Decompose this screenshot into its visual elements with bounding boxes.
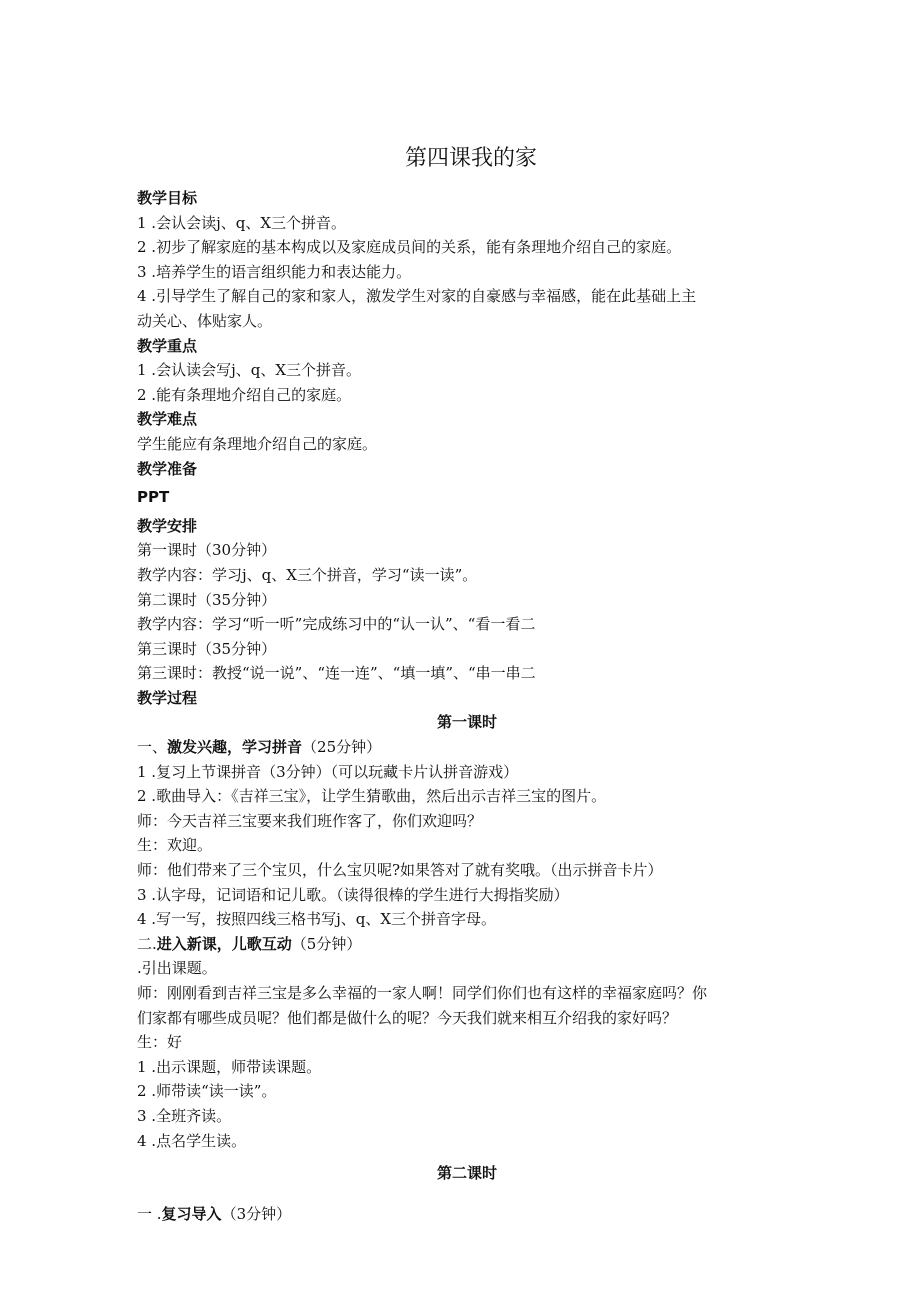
section3-suffix: （3分钟）: [221, 1204, 292, 1223]
section2-item: 生：好: [137, 1033, 183, 1052]
section2-item: 2 .师带读“读一读”。: [137, 1082, 277, 1101]
difficulties-heading: 教学难点: [137, 410, 198, 429]
section2-item: 4 .点名学生读。: [137, 1131, 247, 1150]
section3-heading: [137, 1202, 797, 1227]
arrangement-item: 第三课时：教授“说一说”、“连一连”、“填一填”、“串一串二: [137, 664, 536, 683]
arrangement-item: 教学内容：学习j、q、X三个拼音，学习“读一读”。: [137, 565, 478, 584]
difficulties-text: 学生能应有条理地介绍自己的家庭。: [137, 434, 378, 453]
objective-item: 4 .引导学生了解自己的家和家人，激发学生对家的自豪感与幸福感，能在此基础上主: [137, 287, 697, 306]
section2-item: .引出课题。: [137, 959, 217, 978]
arrangement-heading: 教学安排: [137, 516, 198, 535]
section1-item: 1 .复习上节课拼音（3分钟）（可以玩藏卡片认拼音游戏）: [137, 762, 519, 781]
section2-bold: 进入新课，儿歌互动: [156, 934, 292, 953]
section2-item: 3 .全班齐读。: [137, 1106, 232, 1125]
section1-item: 生：欢迎。: [137, 836, 213, 855]
section2-item: 们家都有哪些成员呢？他们都是做什么的呢？今天我们就来相互介绍我的家好吗？: [137, 1008, 678, 1027]
section1-item: 2 .歌曲导入：《吉祥三宝》，让学生猜歌曲，然后出示吉祥三宝的图片。: [137, 787, 607, 806]
section2-heading: [137, 932, 797, 957]
arrangement-item: 第二课时（35分钟）: [137, 590, 277, 609]
arrangement-item: 教学内容：学习“听一听”完成练习中的“认一认”、“看一看二: [137, 615, 536, 634]
key-point-item: 2 .能有条理地介绍自己的家庭。: [137, 385, 352, 404]
arrangement-item: 第三课时（35分钟）: [137, 639, 277, 658]
page-title: 第四课我的家: [404, 146, 537, 171]
objective-item: 3 .培养学生的语言组织能力和表达能力。: [137, 262, 412, 281]
section3-prefix: 一 .: [137, 1204, 162, 1223]
section2-suffix: （5分钟）: [291, 934, 362, 953]
preparation-heading: 教学准备: [137, 459, 198, 478]
section1-item: 4 .写一写，按照四线三格书写j、q、X三个拼音字母。: [137, 910, 497, 929]
section1-prefix: 一、: [137, 738, 168, 757]
lesson2-title: 第二课时: [436, 1164, 497, 1183]
key-point-item: 1 .会认读会写j、q、X三个拼音。: [137, 361, 362, 380]
preparation-text: PPT: [137, 488, 170, 507]
section3-bold: 复习导入: [161, 1204, 222, 1223]
key-points-heading: 教学重点: [137, 336, 198, 355]
process-heading: 教学过程: [137, 688, 198, 707]
section2-item: 师：刚刚看到吉祥三宝是多么幸福的一家人啊！同学们你们也有这样的幸福家庭吗？你: [137, 984, 708, 1002]
section1-item: 师：今天吉祥三宝要来我们班作客了，你们欢迎吗？: [137, 811, 483, 830]
lesson1-title: 第一课时: [436, 713, 497, 732]
document-content: [137, 141, 797, 1226]
objective-item: 1 .会认会读j、q、X三个拼音。: [137, 213, 347, 232]
section1-heading: [137, 735, 797, 760]
section1-bold: 激发兴趣，学习拼音: [167, 738, 303, 757]
objectives-heading: 教学目标: [137, 189, 198, 207]
objective-item: 动关心、体贴家人。: [137, 311, 273, 330]
section2-item: 1 .出示课题，师带读课题。: [137, 1057, 322, 1076]
objective-item: 2 .初步了解家庭的基本构成以及家庭成员间的关系，能有条理地介绍自己的家庭。: [137, 238, 682, 257]
section1-suffix: （25分钟）: [302, 738, 382, 757]
arrangement-item: 第一课时（30分钟）: [137, 541, 277, 560]
section1-item: 3 .认字母，记词语和记儿歌。（读得很棒的学生进行大拇指奖励）: [137, 885, 569, 904]
section1-item: 师：他们带来了三个宝贝，什么宝贝呢?如果答对了就有奖哦。（出示拼音卡片）: [137, 861, 663, 880]
section2-prefix: 二.: [137, 934, 157, 953]
